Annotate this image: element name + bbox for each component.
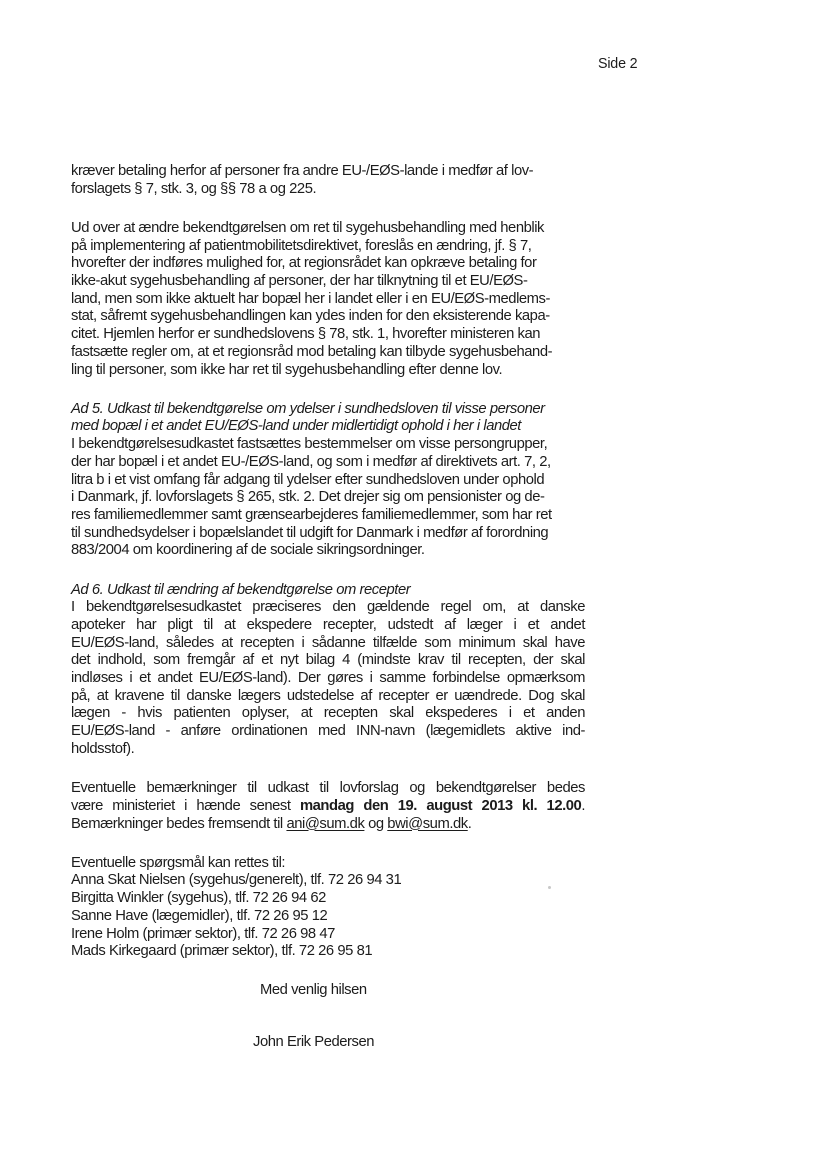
- intro-paragraph-line: kræver betaling herfor af personer fra andre EU-/EØS-lande i medfør af lov-: [71, 163, 534, 179]
- document-body: [71, 163, 585, 1073]
- ad5-paragraph: [71, 436, 585, 560]
- ad6-paragraph-line: lægen - hvis patienten oplyser, at recepten skal ekspederes i et anden: [71, 705, 585, 722]
- scan-artifact-dot: [548, 886, 551, 889]
- text-segment: Bemærkninger bedes fremsendt til: [71, 815, 287, 832]
- intro-paragraph-line: forslagets § 7, stk. 3, og §§ 78 a og 225.: [71, 180, 317, 197]
- contacts-list-line: Eventuelle spørgsmål kan rettes til:: [71, 854, 286, 871]
- amendment-paragraph-line: citet. Hjemlen herfor er sundhedslovens § 78, stk. 1, hvorefter ministeren kan: [71, 326, 541, 343]
- ad5-heading: [71, 401, 585, 436]
- ad5-paragraph-line: litra b i et vist omfang får adgang til ydelser efter sundhedsloven under ophold: [71, 471, 545, 488]
- ad5-paragraph-line: 883/2004 om koordinering af de sociale sikringsordninger.: [71, 542, 425, 559]
- text-segment: være ministeriet i hænde senest: [71, 797, 300, 814]
- amendment-paragraph-line: land, men som ikke aktuelt har bopæl her i landet eller i en EU/EØS-medlems-: [71, 290, 550, 307]
- text-segment: mandag den 19. august 2013 kl. 12.00: [299, 797, 582, 814]
- contacts-list-line: Anna Skat Nielsen (sygehus/generelt), tlf. 72 26 94 31: [71, 872, 402, 889]
- ad5-paragraph-line: I bekendtgørelsesudkastet fastsættes bestemmelser om visse persongrupper,: [71, 436, 548, 453]
- email-bwi[interactable]: bwi@sum.dk: [387, 815, 468, 832]
- amendment-paragraph-line: fastsætte regler om, at et regionsråd mod betaling kan tilbyde sygehusbehand-: [71, 343, 553, 360]
- contacts-list-line: Sanne Have (lægemidler), tlf. 72 26 95 12: [71, 907, 328, 924]
- ad5-paragraph-line: til sundhedsydelser i bopælslandet til udgift for Danmark i medfør af forordning: [71, 524, 549, 541]
- ad6-paragraph-line: holdsstof).: [71, 740, 135, 757]
- salutation-line: Med venlig hilsen: [260, 982, 367, 999]
- signature: [253, 1034, 585, 1052]
- ad5-heading-line: Ad 5. Udkast til bekendtgørelse om ydelser i sundhedsloven til visse personer: [71, 400, 545, 417]
- ad5-paragraph-line: der har bopæl i et andet EU-/EØS-land, og som i medfør af direktivets art. 7, 2,: [71, 453, 551, 470]
- amendment-paragraph-line: ikke-akut sygehusbehandling af personer, der har tilknytning til et EU/EØS-: [71, 273, 528, 290]
- ad6-heading-line: Ad 6. Udkast til ændring af bekendtgørelse om recepter: [71, 581, 411, 598]
- email-ani[interactable]: ani@sum.dk: [286, 815, 365, 832]
- contacts-list: [71, 855, 585, 961]
- ad6-paragraph-line: EU/EØS-land - anføre ordinationen med INN-navn (lægemidlets aktive ind-: [71, 723, 585, 740]
- amendment-paragraph-line: Ud over at ændre bekendtgørelsen om ret til sygehusbehandling med henblik: [71, 219, 545, 236]
- contacts-list-line: Mads Kirkegaard (primær sektor), tlf. 72 26 95 81: [71, 943, 373, 960]
- ad6-paragraph-line: det indhold, som fremgår af et nyt bilag 4 (mindste krav til recepten, der skal: [71, 652, 585, 669]
- ad6-heading: [71, 582, 585, 600]
- ad5-paragraph-line: res familiemedlemmer samt grænsearbejderes familiemedlemmer, som har ret: [71, 506, 552, 523]
- text-segment: .: [467, 815, 472, 832]
- signature-line: John Erik Pedersen: [253, 1034, 375, 1051]
- deadline-paragraph-line: Eventuelle bemærkninger til udkast til lovforslag og bekendtgørelser bedes: [71, 780, 585, 797]
- ad6-paragraph-line: I bekendtgørelsesudkastet præciseres den gældende regel om, at danske: [71, 599, 585, 616]
- deadline-paragraph-line: [71, 816, 585, 834]
- ad6-paragraph-line: EU/EØS-land, således at recepten i sådanne tilfælde som minimum skal have: [71, 634, 585, 651]
- contacts-list-line: Birgitta Winkler (sygehus), tlf. 72 26 94 62: [71, 890, 326, 907]
- text-segment: .: [581, 797, 585, 814]
- salutation: [260, 982, 585, 1000]
- amendment-paragraph-line: hvorefter der indføres mulighed for, at regionsrådet kan opkræve betaling for: [71, 255, 537, 272]
- ad5-paragraph-line: i Danmark, jf. lovforslagets § 265, stk. 2. Det drejer sig om pensionister og de-: [71, 489, 545, 506]
- ad6-paragraph-line: apoteker har pligt til at ekspedere recepter, udstedt af læger i et andet: [71, 616, 585, 633]
- deadline-paragraph-line: [71, 798, 585, 816]
- text-segment: og: [364, 815, 388, 832]
- amendment-paragraph-line: ling til personer, som ikke har ret til sygehusbehandling efter denne lov.: [71, 361, 503, 378]
- ad6-paragraph-line: på, at kravene til danske lægers udstedelse af recepter er uændrede. Dog skal: [71, 687, 585, 704]
- deadline-paragraph: [71, 780, 585, 833]
- intro-paragraph: [71, 163, 585, 198]
- page-number-label: Side 2: [598, 56, 638, 72]
- ad6-paragraph: [71, 599, 585, 758]
- ad6-paragraph-line: indløses i et andet EU/EØS-land). Der gøres i samme forbindelse opmærksom: [71, 670, 585, 687]
- amendment-paragraph: [71, 220, 585, 379]
- amendment-paragraph-line: stat, såfremt sygehusbehandlingen kan ydes inden for den eksisterende kapa-: [71, 308, 550, 325]
- ad5-heading-line: med bopæl i et andet EU/EØS-land under midlertidigt ophold i her i landet: [71, 418, 521, 435]
- contacts-list-line: Irene Holm (primær sektor), tlf. 72 26 98 47: [71, 925, 335, 942]
- amendment-paragraph-line: på implementering af patientmobilitetsdirektivet, foreslås en ændring, jf. § 7,: [71, 237, 532, 254]
